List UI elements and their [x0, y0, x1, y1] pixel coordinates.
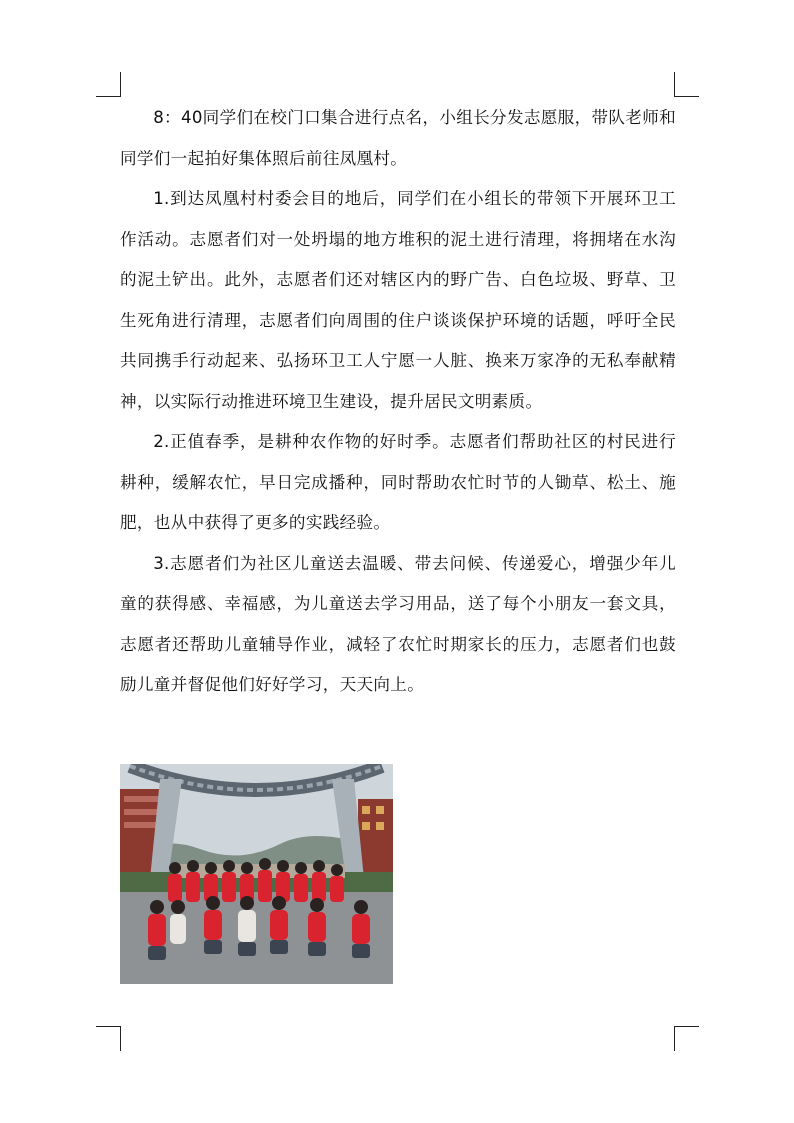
group-photo [120, 764, 393, 984]
paragraph-sanitation: 1.到达凤凰村村委会目的地后，同学们在小组长的带领下开展环卫工作活动。志愿者们对一处坍塌的地方堆积的泥土进行清理，将拥堵在水沟的泥土铲出。此外，志愿者们还对辖区内的野广告、白色垃圾、野草、卫生死角进行清理，志愿者们向周围的住户谈谈保护环境的话题，呼吁全民共同携手行动起来、弘扬环卫工人宁愿一人脏、换来万家净的无私奉献精神，以实际行动推进环境卫生建设，提升居民文明素质。 [120, 189, 676, 411]
crop-mark-top-right [674, 72, 699, 97]
crop-mark-bottom-left [96, 1026, 121, 1051]
document-body [120, 98, 676, 706]
crop-mark-top-left [96, 72, 121, 97]
paragraph-farming: 2.正值春季，是耕种农作物的好时季。志愿者们帮助社区的村民进行耕种，缓解农忙，早日完成播种，同时帮助农忙时节的人锄草、松土、施肥，也从中获得了更多的实践经验。 [120, 432, 676, 532]
paragraph-assembly: 8：40同学们在校门口集合进行点名，小组长分发志愿服，带队老师和同学们一起拍好集体照后前往凤凰村。 [120, 108, 676, 168]
crop-mark-bottom-right [674, 1026, 699, 1051]
group-photo-illustration [120, 764, 393, 984]
paragraph-children: 3.志愿者们为社区儿童送去温暖、带去问候、传递爱心，增强少年儿童的获得感、幸福感，为儿童送去学习用品，送了每个小朋友一套文具，志愿者还帮助儿童辅导作业，减轻了农忙时期家长的压力，志愿者们也鼓励儿童并督促他们好好学习，天天向上。 [120, 553, 676, 694]
